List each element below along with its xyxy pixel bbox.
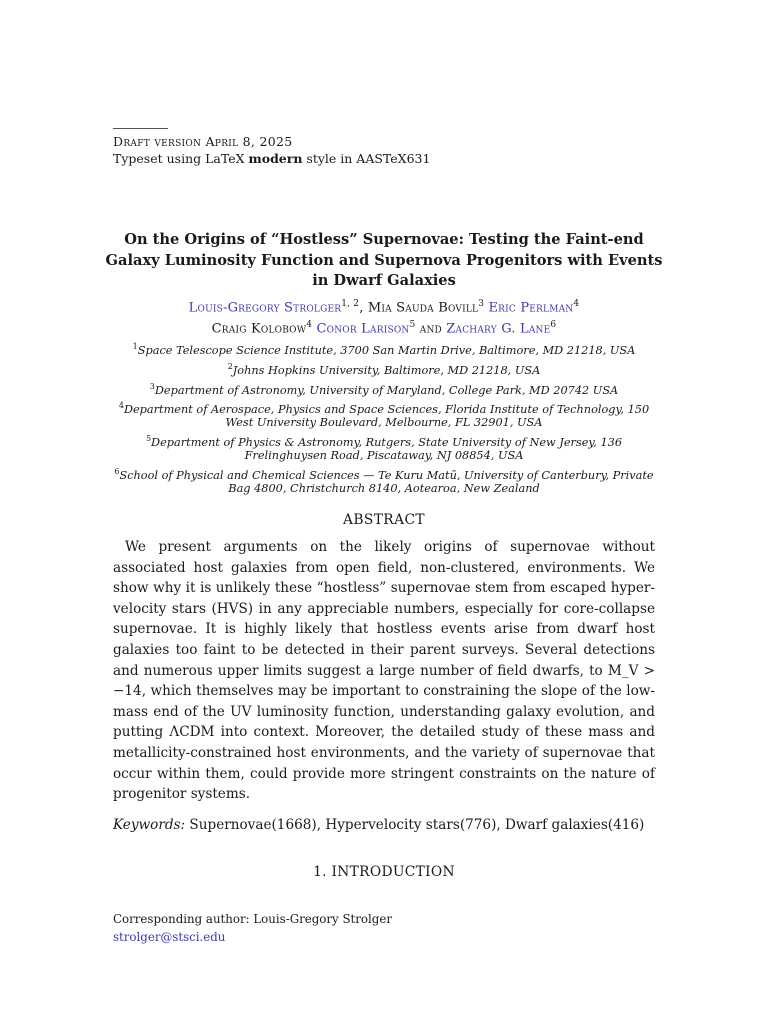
author-name-link[interactable]: Eric Perlman — [488, 300, 574, 316]
affiliation-text: School of Physical and Chemical Sciences — Te Kuru Matū, University of Canterbury, Private Bag 4800, Christchurch 8140, Aotearoa, New Zealand — [119, 468, 654, 495]
affiliation-number: 1 — [132, 342, 138, 351]
typeset-style: modern — [248, 151, 303, 166]
author-affil-marker: 1, 2 — [341, 299, 360, 309]
section-heading: 1. INTRODUCTION — [313, 864, 455, 880]
author-name: Mia Sauda Bovill — [367, 300, 479, 316]
affiliation-list — [104, 340, 664, 498]
affiliation-number: 3 — [149, 381, 155, 391]
affiliation-number: 4 — [118, 401, 124, 411]
author-affil-marker: 3 — [478, 299, 485, 309]
typeset-suffix: style in AASTeX631 — [302, 151, 431, 166]
author-separator: and — [415, 321, 447, 337]
header-rule — [113, 128, 168, 129]
corresponding-author: Corresponding author: Louis-Gregory Strolger — [113, 912, 392, 926]
author-affil-marker: 5 — [409, 319, 416, 330]
author-email-link[interactable]: strolger@stsci.edu — [113, 930, 226, 944]
typeset-prefix: Typeset using LaTeX — [113, 151, 249, 166]
affiliation-text: Space Telescope Science Institute, 3700 San Martin Drive, Baltimore, MD 21218, USA — [137, 343, 636, 357]
typeset-line — [113, 150, 430, 167]
keywords-line — [113, 815, 655, 835]
affiliation-number: 2 — [227, 361, 233, 371]
paper-title: On the Origins of “Hostless” Supernovae: Testing the Faint-end Galaxy Luminosity Function and Supernova Progenitors with Events in Dwarf Galaxies — [105, 231, 663, 289]
author-list — [104, 296, 664, 338]
affiliation-number: 6 — [114, 466, 120, 476]
keywords-label: Keywords: — [113, 817, 186, 833]
affiliation-text: Department of Physics & Astronomy, Rutgers, State University of New Jersey, 136 Frelinghuysen Road, Piscataway, NJ 08854, USA — [151, 435, 623, 462]
author-affil-marker: 4 — [306, 319, 313, 330]
affiliation — [104, 380, 664, 397]
affiliation-text: Department of Astronomy, University of Maryland, College Park, MD 20742 USA — [154, 383, 619, 397]
author-name-link[interactable]: Conor Larison — [316, 321, 410, 337]
draft-text: Draft version April 8, 2025 — [113, 134, 293, 149]
affiliation — [104, 465, 664, 495]
affiliation — [104, 432, 664, 462]
keywords-text: Supernovae(1668), Hypervelocity stars(776), Dwarf galaxies(416) — [189, 817, 645, 833]
author-name-link[interactable]: Zachary G. Lane — [446, 321, 551, 337]
abstract-heading: ABSTRACT — [342, 512, 426, 528]
affiliation — [104, 360, 664, 377]
abstract-body: We present arguments on the likely origins of supernovae without associated host galaxies from open field, non-clustered, environments. We show why it is unlikely these “hostless” supernovae stem from escaped hyper-velocity stars (HVS) in any appreciable numbers, especially for core-collapse supernovae. It is highly likely that hostless events arise from dwarf host galaxies too faint to be detected in their parent surveys. Several detections and numerous upper limits suggest a large number of field dwarfs, to M_V > −14, which themselves may be important to constraining the slope of the low-mass end of the UV luminosity function, understanding galaxy evolution, and putting ΛCDM into context. Moreover, the detailed study of these mass and metallicity-constrained host environments, and the variety of supernovae that occur within them, could provide more stringent constraints on the nature of progenitor systems. — [113, 539, 655, 803]
affiliation — [104, 399, 664, 429]
affiliation — [104, 340, 664, 357]
author-affil-marker: 6 — [550, 319, 557, 330]
affiliation-text: Johns Hopkins University, Baltimore, MD 21218, USA — [232, 363, 541, 377]
author-name: Craig Kolobow — [211, 321, 307, 337]
author-name-link[interactable]: Louis-Gregory Strolger — [188, 300, 342, 316]
affiliation-number: 5 — [145, 434, 152, 444]
author-separator: , — [359, 300, 368, 316]
draft-version-line — [113, 133, 293, 150]
affiliation-text: Department of Aerospace, Physics and Space Sciences, Florida Institute of Technology, 150 West University Boulevard, Melbourne, FL 32901, USA — [123, 403, 650, 430]
author-affil-marker: 4 — [573, 299, 580, 309]
